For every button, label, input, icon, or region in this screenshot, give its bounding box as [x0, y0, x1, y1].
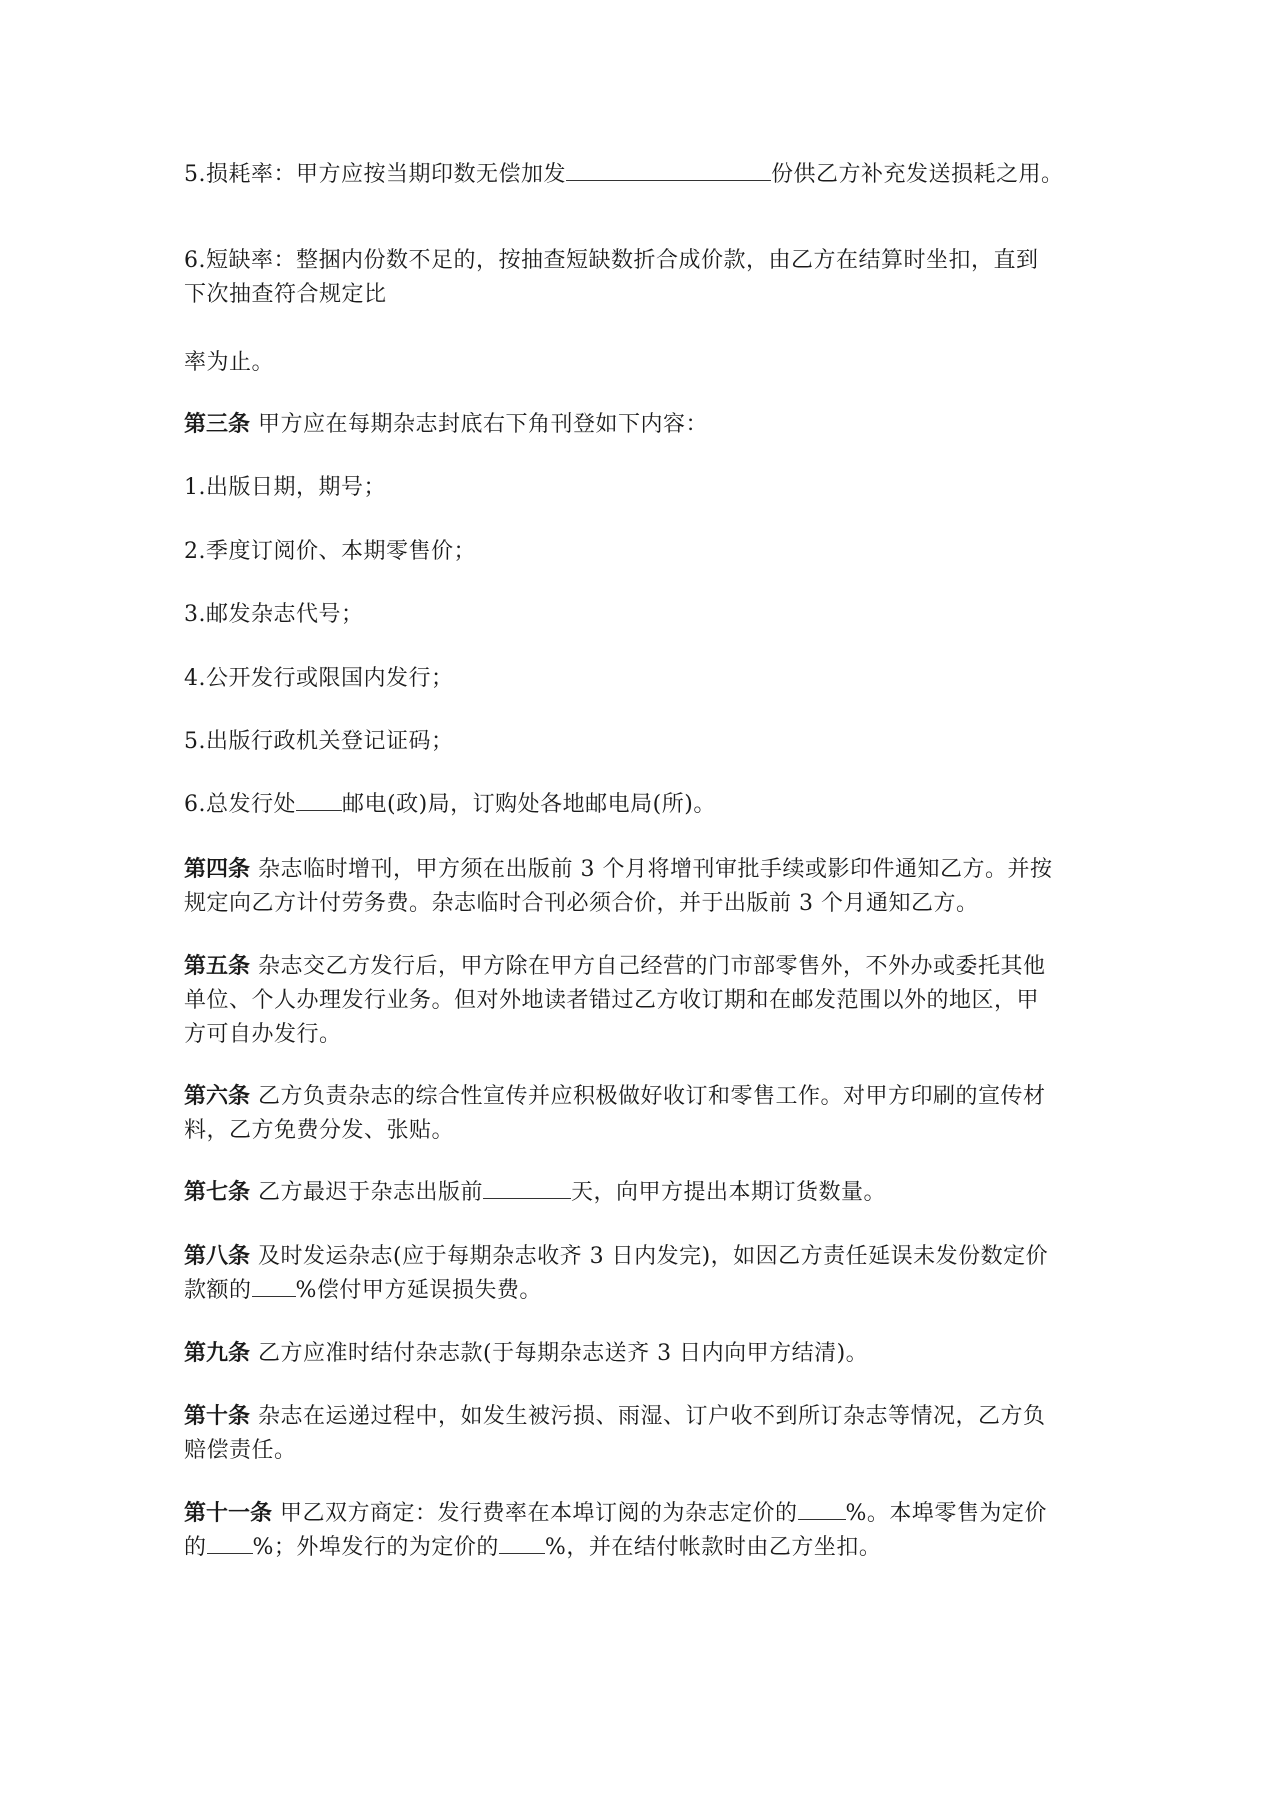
text: 天，向甲方提出本期订货数量。 [571, 1180, 887, 1205]
clause-heading: 第四条 [184, 857, 251, 882]
clause-heading: 第六条 [184, 1084, 251, 1109]
clause-10 [184, 1400, 1174, 1468]
list-item-2 [184, 535, 1174, 569]
text: 款额的 [184, 1278, 252, 1303]
text: 率为止。 [184, 350, 275, 375]
text: 5.出版行政机关登记证码； [184, 729, 454, 754]
blank-field [207, 1531, 253, 1554]
blank-field [566, 158, 771, 181]
clause-heading: 第十一条 [184, 1501, 273, 1526]
text: 6.总发行处 [184, 792, 296, 817]
clause-11 [184, 1497, 1174, 1565]
text-line: 单位、个人办理发行业务。但对外地读者错过乙方收订期和在邮发范围以外的地区，甲 [184, 988, 1040, 1013]
clause-6 [184, 1080, 1174, 1148]
blank-field [499, 1531, 545, 1554]
text: 乙方应准时结付杂志款(于每期杂志送齐 3 日内向甲方结清)。 [258, 1341, 869, 1366]
clause-4 [184, 853, 1174, 921]
clause-heading: 第九条 [184, 1341, 251, 1366]
blank-field [296, 788, 342, 811]
text-line: 6.短缺率：整捆内份数不足的，按抽查短缺数折合成价款，由乙方在结算时坐扣，直到 [184, 248, 1039, 273]
paragraph-shortage-rate-end [184, 346, 1174, 380]
clause-8 [184, 1240, 1174, 1308]
text: 的 [184, 1535, 207, 1560]
text: 杂志临时增刊，甲方须在出版前 3 个月将增刊审批手续或影印件通知乙方。并按 [258, 857, 1053, 882]
text: 乙方负责杂志的综合性宣传并应积极做好收订和零售工作。对甲方印刷的宣传材 [258, 1084, 1046, 1109]
clause-heading: 第五条 [184, 954, 251, 979]
text: 1.出版日期，期号； [184, 475, 386, 500]
clause-5 [184, 950, 1174, 1052]
text: 5.损耗率：甲方应按当期印数无偿加发 [184, 162, 566, 187]
text-line: 料，乙方免费分发、张贴。 [184, 1118, 455, 1143]
text: %；外埠发行的为定价的 [252, 1535, 499, 1560]
text: 3.邮发杂志代号； [184, 602, 364, 627]
text-line: 规定向乙方计付劳务费。杂志临时合刊必须合价，并于出版前 3 个月通知乙方。 [184, 891, 979, 916]
text: 2.季度订阅价、本期零售价； [184, 539, 476, 564]
paragraph-loss-rate [184, 158, 1174, 192]
list-item-1 [184, 471, 1174, 505]
text: 及时发运杂志(应于每期杂志收齐 3 日内发完)，如因乙方责任延误未发份数定价 [258, 1244, 1049, 1269]
text: 邮电(政)局，订购处各地邮电局(所)。 [342, 792, 716, 817]
clause-heading: 第八条 [184, 1244, 251, 1269]
text: %偿付甲方延误损失费。 [295, 1278, 542, 1303]
list-item-6 [184, 788, 1174, 822]
blank-field [798, 1497, 846, 1520]
text-line: 赔偿责任。 [184, 1438, 297, 1463]
text: %，并在结付帐款时由乙方坐扣。 [544, 1535, 882, 1560]
text: 份供乙方补充发送损耗之用。 [771, 162, 1064, 187]
text: 杂志在运递过程中，如发生被污损、雨湿、订户收不到所订杂志等情况，乙方负 [258, 1404, 1046, 1429]
list-item-5 [184, 725, 1174, 759]
clause-heading: 第十条 [184, 1404, 251, 1429]
paragraph-shortage-rate [184, 244, 1174, 312]
text-line: 下次抽查符合规定比 [184, 282, 387, 307]
text: %。本埠零售为定价 [845, 1501, 1047, 1526]
text: 4.公开发行或限国内发行； [184, 666, 454, 691]
text: 乙方最迟于杂志出版前 [258, 1180, 484, 1205]
list-item-4 [184, 662, 1174, 696]
clause-heading: 第七条 [184, 1180, 251, 1205]
clause-9 [184, 1337, 1174, 1371]
clause-heading: 第三条 [184, 412, 251, 437]
blank-field [483, 1176, 571, 1199]
text: 甲乙双方商定：发行费率在本埠订阅的为杂志定价的 [280, 1501, 798, 1526]
clause-text: 甲方应在每期杂志封底右下角刊登如下内容： [258, 412, 709, 437]
clause-7 [184, 1176, 1174, 1210]
blank-field [252, 1274, 296, 1297]
text-line: 方可自办发行。 [184, 1022, 342, 1047]
list-item-3 [184, 598, 1174, 632]
text: 杂志交乙方发行后，甲方除在甲方自己经营的门市部零售外，不外办或委托其他 [258, 954, 1046, 979]
clause-3 [184, 408, 1174, 442]
